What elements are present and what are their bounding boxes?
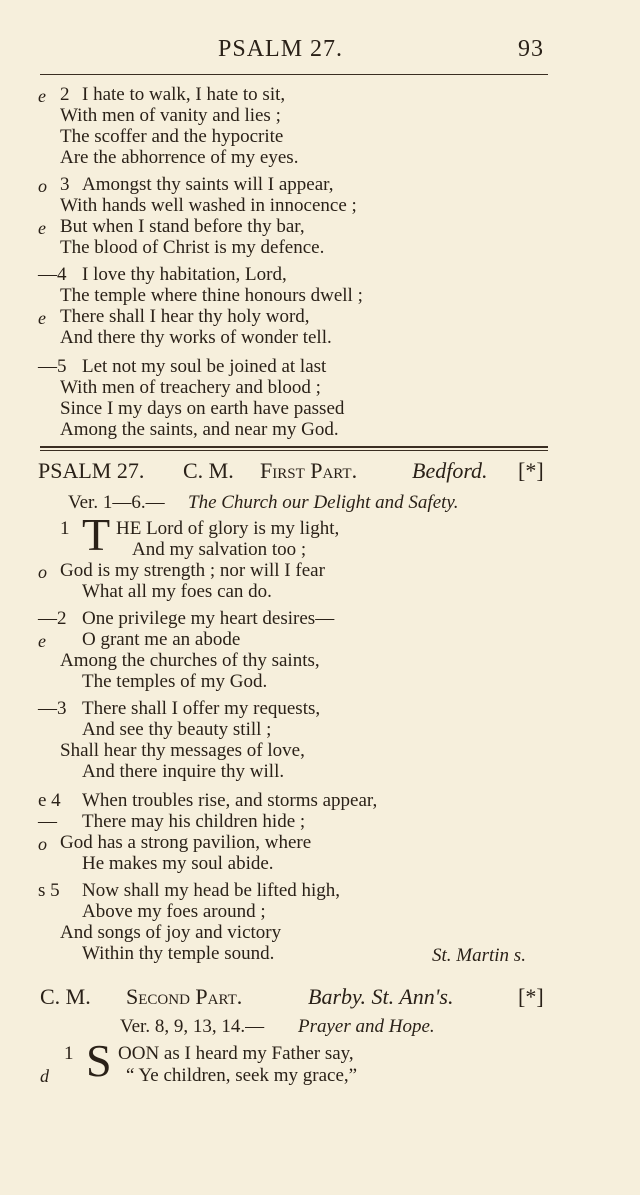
verse-line: Above my foes around ; — [82, 901, 266, 922]
section-rule-thin — [40, 450, 548, 451]
stanza-mark: — — [38, 811, 57, 832]
verse-line: God has a strong pavilion, where — [60, 832, 312, 853]
verse-line: The temple where thine honours dwell ; — [60, 285, 363, 306]
stanza-mark: —3 — [38, 698, 67, 719]
stanza-mark: e — [38, 308, 46, 328]
verse-line: I hate to walk, I hate to sit, — [82, 84, 286, 105]
verse-line: And there inquire thy will. — [82, 761, 285, 782]
tune-name: Bedford. — [412, 458, 488, 483]
tune-mark: [*] — [518, 984, 544, 1009]
part-label: First Part. — [260, 458, 358, 483]
stanza-mark: d — [40, 1066, 49, 1086]
verse-line: There shall I offer my requests, — [82, 698, 321, 719]
verse-line: With hands well washed in innocence ; — [60, 195, 357, 216]
verse-number: 2 — [60, 84, 70, 105]
verse-line: OON as I heard my Father say, — [118, 1043, 354, 1064]
stanza-mark: e — [38, 631, 46, 651]
verse-line: Now shall my head be lifted high, — [82, 880, 341, 901]
header-rule — [40, 74, 548, 75]
verse-line: What all my foes can do. — [82, 581, 272, 602]
psalm-heading: PSALM 27. — [38, 458, 145, 483]
stanza-mark: —4 — [38, 264, 67, 285]
verse-line: And songs of joy and victory — [60, 922, 282, 943]
alternate-tune: St. Martin s. — [432, 945, 526, 966]
verse-line: Since I my days on earth have passed — [60, 398, 345, 419]
stanza-mark: e — [38, 86, 46, 106]
verse-line: He makes my soul abide. — [82, 853, 274, 874]
verse-number: 3 — [60, 174, 70, 195]
tune-mark: [*] — [518, 458, 544, 483]
verse-line: But when I stand before thy bar, — [60, 216, 305, 237]
stanza-mark: e 4 — [38, 790, 61, 811]
verses-reference: Ver. 1—6.— — [68, 492, 165, 513]
meter-label: C. M. — [40, 984, 91, 1009]
section-rule-thick — [40, 446, 548, 448]
verse-line: With men of treachery and blood ; — [60, 377, 321, 398]
stanza-mark: —2 — [38, 608, 67, 629]
stanza-mark: o — [38, 176, 47, 196]
verses-reference: Ver. 8, 9, 13, 14.— — [120, 1016, 265, 1037]
tune-name: Barby. St. Ann's. — [308, 984, 454, 1009]
stanza-mark: s 5 — [38, 880, 60, 901]
verse-line: When troubles rise, and storms appear, — [82, 790, 378, 811]
part-label: Second Part. — [126, 984, 243, 1009]
drop-cap: T — [82, 509, 111, 560]
stanza-mark: e — [38, 218, 46, 238]
running-header-title: PSALM 27. — [218, 36, 344, 62]
verse-line: Are the abhorrence of my eyes. — [60, 147, 299, 168]
stanza-mark: —5 — [38, 356, 67, 377]
verse-line: And my salvation too ; — [132, 539, 307, 560]
verse-line: Among the churches of thy saints, — [60, 650, 320, 671]
verse-line: HE Lord of glory is my light, — [116, 518, 340, 539]
verse-number: 1 — [64, 1043, 74, 1064]
verse-line: Amongst thy saints will I appear, — [82, 174, 334, 195]
verse-line: “ Ye children, seek my grace,” — [126, 1065, 358, 1086]
verse-line: The temples of my God. — [82, 671, 268, 692]
verse-line: Shall hear thy messages of love, — [60, 740, 305, 761]
verse-line: Within thy temple sound. — [82, 943, 275, 964]
section-subtitle: The Church our Delight and Safety. — [188, 492, 459, 513]
verse-line: The blood of Christ is my defence. — [60, 237, 325, 258]
verse-line: There shall I hear thy holy word, — [60, 306, 310, 327]
verse-line: And see thy beauty still ; — [82, 719, 272, 740]
verse-line: O grant me an abode — [82, 629, 241, 650]
stanza-mark: o — [38, 834, 47, 854]
verse-line: I love thy habitation, Lord, — [82, 264, 287, 285]
verse-line: And there thy works of wonder tell. — [60, 327, 332, 348]
drop-cap: S — [86, 1035, 112, 1086]
verse-number: 1 — [60, 518, 70, 539]
verse-line: One privilege my heart desires— — [82, 608, 335, 629]
verse-line: The scoffer and the hypocrite — [60, 126, 284, 147]
verse-line: With men of vanity and lies ; — [60, 105, 281, 126]
verse-line: Let not my soul be joined at last — [82, 356, 327, 377]
verse-line: There may his children hide ; — [82, 811, 306, 832]
verse-line: God is my strength ; nor will I fear — [60, 560, 325, 581]
verse-line: Among the saints, and near my God. — [60, 419, 339, 440]
page-number: 93 — [518, 36, 544, 62]
meter-label: C. M. — [183, 458, 234, 483]
stanza-mark: o — [38, 562, 47, 582]
section-subtitle: Prayer and Hope. — [298, 1016, 435, 1037]
